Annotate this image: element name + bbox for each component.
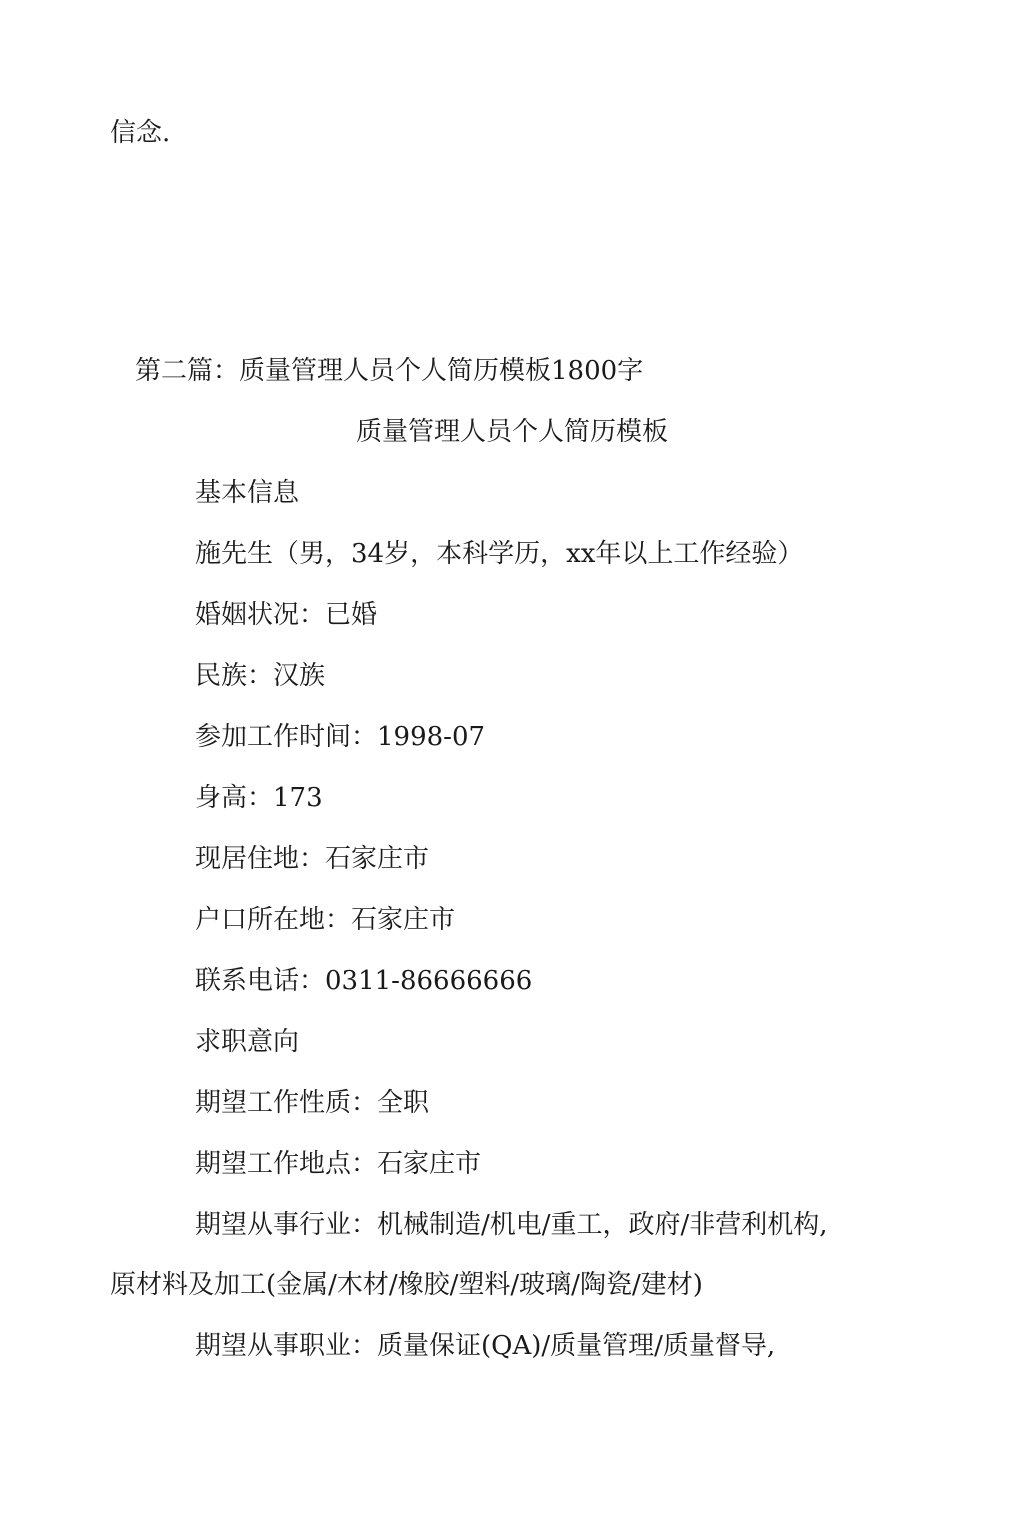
industry-line-1: 期望从事行业：机械制造/机电/重工，政府/非营利机构, bbox=[195, 1210, 828, 1240]
previous-section-tail: 信念. bbox=[110, 118, 171, 148]
height: 身高：173 bbox=[195, 783, 323, 813]
marital-status: 婚姻状况：已婚 bbox=[195, 600, 378, 630]
occupation-line-1: 期望从事职业：质量保证(QA)/质量管理/质量督导, bbox=[195, 1331, 776, 1361]
job-location: 期望工作地点：石家庄市 bbox=[195, 1149, 482, 1179]
residence: 现居住地：石家庄市 bbox=[195, 844, 430, 874]
job-intent-heading: 求职意向 bbox=[195, 1027, 300, 1057]
job-nature: 期望工作性质：全职 bbox=[195, 1088, 430, 1118]
ethnicity: 民族：汉族 bbox=[195, 661, 326, 691]
industry-line-2: 原材料及加工(金属/木材/橡胶/塑料/玻璃/陶瓷/建材) bbox=[110, 1270, 703, 1300]
name-line: 施先生（男，34岁，本科学历，xx年以上工作经验） bbox=[195, 539, 804, 569]
work-start-date: 参加工作时间：1998-07 bbox=[195, 722, 486, 752]
document-title: 质量管理人员个人简历模板 bbox=[355, 417, 668, 447]
section-heading: 第二篇：质量管理人员个人简历模板1800字 bbox=[135, 356, 644, 386]
basic-info-heading: 基本信息 bbox=[195, 478, 300, 508]
phone: 联系电话：0311-86666666 bbox=[195, 966, 533, 996]
hukou-location: 户口所在地：石家庄市 bbox=[195, 905, 456, 935]
